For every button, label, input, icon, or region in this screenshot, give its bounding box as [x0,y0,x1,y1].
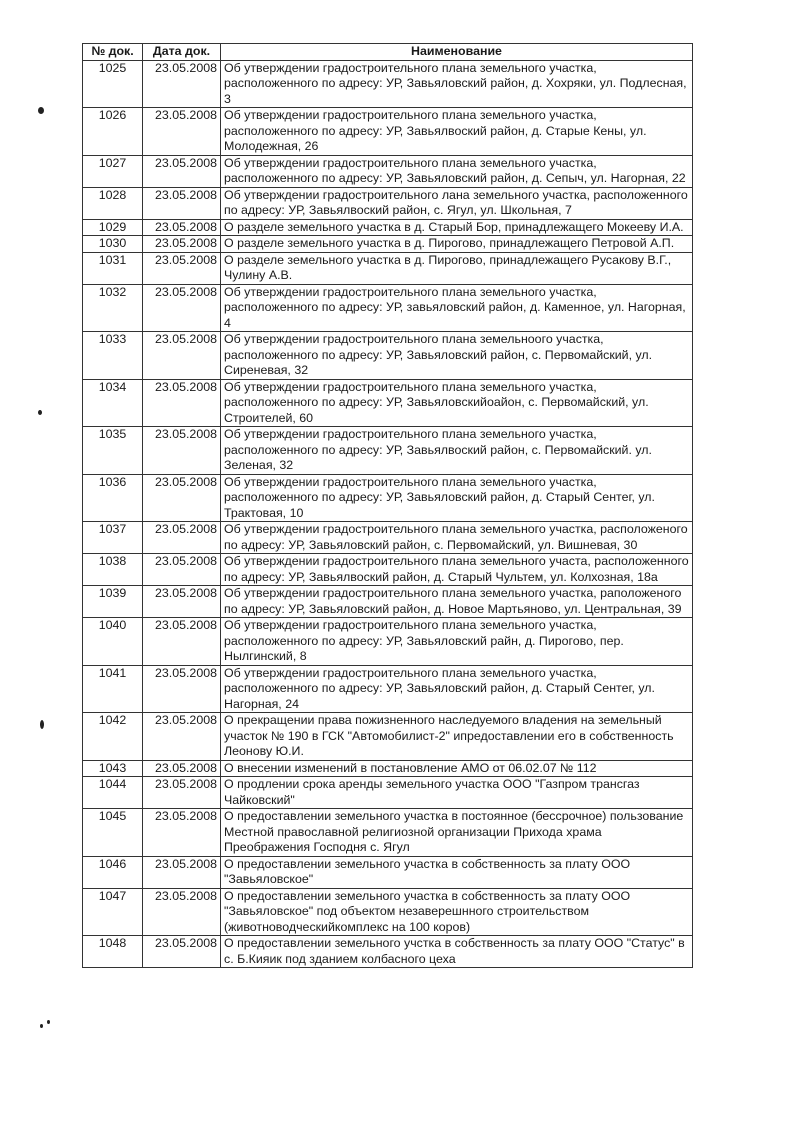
doc-title-cell: О предоставлении земельного участка в постоянное (бессрочное) пользование Местной православной религиозной организации Прихода храма Преображения Господня с. Ягул [221,809,693,857]
table-body [83,60,693,968]
table-row [83,856,693,888]
doc-title-cell: О предоставлении земельного участка в собственность за плату ООО "Завьяловское" [221,856,693,888]
doc-date-cell: 23.05.2008 [143,379,221,427]
scan-speck [38,107,44,114]
doc-date-cell: 23.05.2008 [143,618,221,666]
table-row [83,284,693,332]
table-row [83,522,693,554]
header-doc-date: Дата док. [143,44,221,61]
doc-title-cell: Об утверждении градостроительного лана земельного участка, расположенного по адресу: УР, Завьялвоский район, с. Ягул, ул. Школьная, 7 [221,187,693,219]
doc-date-cell: 23.05.2008 [143,108,221,156]
table-row [83,252,693,284]
table-row [83,618,693,666]
table-row [83,936,693,968]
table-row [83,427,693,475]
scan-speck [38,410,42,415]
doc-title-cell: О продлении срока аренды земельного участка ООО "Газпром трансгаз Чайковский" [221,777,693,809]
doc-title-cell: Об утверждении градостроительного плана земельноого участка, расположенного по адресу: УР, Завьяловский район, с. Первомайский, ул. Сиреневая, 32 [221,332,693,380]
doc-number-cell: 1037 [83,522,143,554]
scan-speck [47,1020,50,1024]
doc-number-cell: 1029 [83,219,143,236]
doc-date-cell: 23.05.2008 [143,522,221,554]
doc-number-cell: 1033 [83,332,143,380]
table-row [83,809,693,857]
header-doc-title: Наименование [221,44,693,61]
table-row [83,332,693,380]
doc-date-cell: 23.05.2008 [143,760,221,777]
doc-title-cell: Об утверждении градостроительного плана земельного участка, расположенного по адресу: УР, Завьяловский район, д. Хохряки, ул. Подлесная, 3 [221,60,693,108]
table-row [83,108,693,156]
doc-title-cell: Об утверждении градостроительного плана земельного участка, расположенного по адресу: УР, завьяловский район, д. Каменное, ул. Нагорная, 4 [221,284,693,332]
table-row [83,155,693,187]
doc-number-cell: 1046 [83,856,143,888]
doc-date-cell: 23.05.2008 [143,187,221,219]
table-row [83,379,693,427]
doc-date-cell: 23.05.2008 [143,219,221,236]
doc-number-cell: 1026 [83,108,143,156]
doc-date-cell: 23.05.2008 [143,236,221,253]
scan-speck [40,1024,43,1028]
doc-number-cell: 1034 [83,379,143,427]
doc-title-cell: О предоставлении земельного учстка в собственность за плату ООО "Статус" в с. Б.Кияик под зданием колбасного цеха [221,936,693,968]
table-row [83,187,693,219]
table-row [83,713,693,761]
header-row [83,44,693,61]
doc-number-cell: 1047 [83,888,143,936]
doc-date-cell: 23.05.2008 [143,777,221,809]
doc-title-cell: Об утверждении градостроительного плана земельного участка, расположенного по адресу: УР, Завьяловский район, д. Старый Сентег, ул. Трактовая, 10 [221,474,693,522]
doc-number-cell: 1025 [83,60,143,108]
doc-number-cell: 1038 [83,554,143,586]
doc-date-cell: 23.05.2008 [143,474,221,522]
doc-date-cell: 23.05.2008 [143,888,221,936]
doc-date-cell: 23.05.2008 [143,713,221,761]
header-doc-number: № док. [83,44,143,61]
doc-date-cell: 23.05.2008 [143,665,221,713]
doc-date-cell: 23.05.2008 [143,586,221,618]
doc-number-cell: 1027 [83,155,143,187]
doc-number-cell: 1041 [83,665,143,713]
doc-number-cell: 1030 [83,236,143,253]
doc-number-cell: 1044 [83,777,143,809]
doc-date-cell: 23.05.2008 [143,809,221,857]
doc-number-cell: 1045 [83,809,143,857]
doc-title-cell: О разделе земельного участка в д. Пирогово, принадлежащего Русакову В.Г., Чулину А.В. [221,252,693,284]
doc-title-cell: Об утверждении градостроительного плана земельного участа, расположенного по адресу: УР, Завьялвоский район, д. Старый Чультем, ул. Колхозная, 18а [221,554,693,586]
doc-title-cell: Об утверждении градостроительного плана земельного участка, расположенного по адресу: УР, Завьяловский район, д. Сепыч, ул. Нагорная, 22 [221,155,693,187]
doc-number-cell: 1040 [83,618,143,666]
doc-number-cell: 1042 [83,713,143,761]
doc-number-cell: 1036 [83,474,143,522]
doc-date-cell: 23.05.2008 [143,60,221,108]
table-row [83,60,693,108]
doc-title-cell: Об утверждении градостроительного плана земельного участка, расположенного по адресу: УР, Завьяловский район, д. Старый Сентег, ул. Нагорная, 24 [221,665,693,713]
doc-title-cell: Об утверждении градостроительного плана земельного участка, раположеного по адресу: УР, Завьяловский район, д. Новое Мартьяново, ул. Центральная, 39 [221,586,693,618]
doc-number-cell: 1043 [83,760,143,777]
doc-date-cell: 23.05.2008 [143,155,221,187]
doc-title-cell: Об утверждении градостроительного плана земельного участка, расположенного по адресу: УР, Завьялвоский район, с. Первомайский. ул. Зеленая, 32 [221,427,693,475]
table-row [83,236,693,253]
doc-number-cell: 1048 [83,936,143,968]
doc-number-cell: 1035 [83,427,143,475]
doc-date-cell: 23.05.2008 [143,252,221,284]
table-row [83,554,693,586]
doc-title-cell: Об утверждении градостроительного плана земельного участка, расположеного по адресу: УР, Завьяловский район, с. Первомайский, ул. Вишневая, 30 [221,522,693,554]
table-row [83,474,693,522]
doc-number-cell: 1028 [83,187,143,219]
table-row [83,760,693,777]
table-row [83,665,693,713]
doc-date-cell: 23.05.2008 [143,332,221,380]
doc-date-cell: 23.05.2008 [143,427,221,475]
scan-speck [40,720,44,729]
doc-title-cell: Об утверждении градостроительного плана земельного участка, расположенного по адресу: УР, Завьялвоский район, д. Старые Кены, ул. Молодежная, 26 [221,108,693,156]
doc-date-cell: 23.05.2008 [143,856,221,888]
doc-title-cell: Об утверждении градостроительного плана земельного участка, расположенного по адресу: УР, Завьяловскийоайон, с. Первомайский, ул. Строителей, 60 [221,379,693,427]
doc-title-cell: О прекращении права пожизненного наследуемого владения на земельный участок № 190 в ГСК "Автомобилист-2" ипредоставлении его в собственность Леонову Ю.И. [221,713,693,761]
doc-title-cell: О разделе земельного участка в д. Старый Бор, принадлежащего Мокееву И.А. [221,219,693,236]
doc-date-cell: 23.05.2008 [143,936,221,968]
table-row [83,586,693,618]
document-register-table [82,43,693,968]
table-row [83,219,693,236]
doc-number-cell: 1032 [83,284,143,332]
doc-number-cell: 1039 [83,586,143,618]
table-row [83,777,693,809]
doc-title-cell: О внесении изменений в постановление АМО от 06.02.07 № 112 [221,760,693,777]
doc-number-cell: 1031 [83,252,143,284]
doc-title-cell: О разделе земельного участка в д. Пирогово, принадлежащего Петровой А.П. [221,236,693,253]
doc-title-cell: О предоставлении земельного участка в собственность за плату ООО "Завьяловское" под объектом незаверешнного строительством (животноводческийкомплекс на 100 коров) [221,888,693,936]
doc-date-cell: 23.05.2008 [143,284,221,332]
doc-title-cell: Об утверждении градостроительного плана земельного участка, расположенного по адресу: УР, Завьяловский райн, д. Пирогово, пер. Нылгинский, 8 [221,618,693,666]
table-row [83,888,693,936]
doc-date-cell: 23.05.2008 [143,554,221,586]
